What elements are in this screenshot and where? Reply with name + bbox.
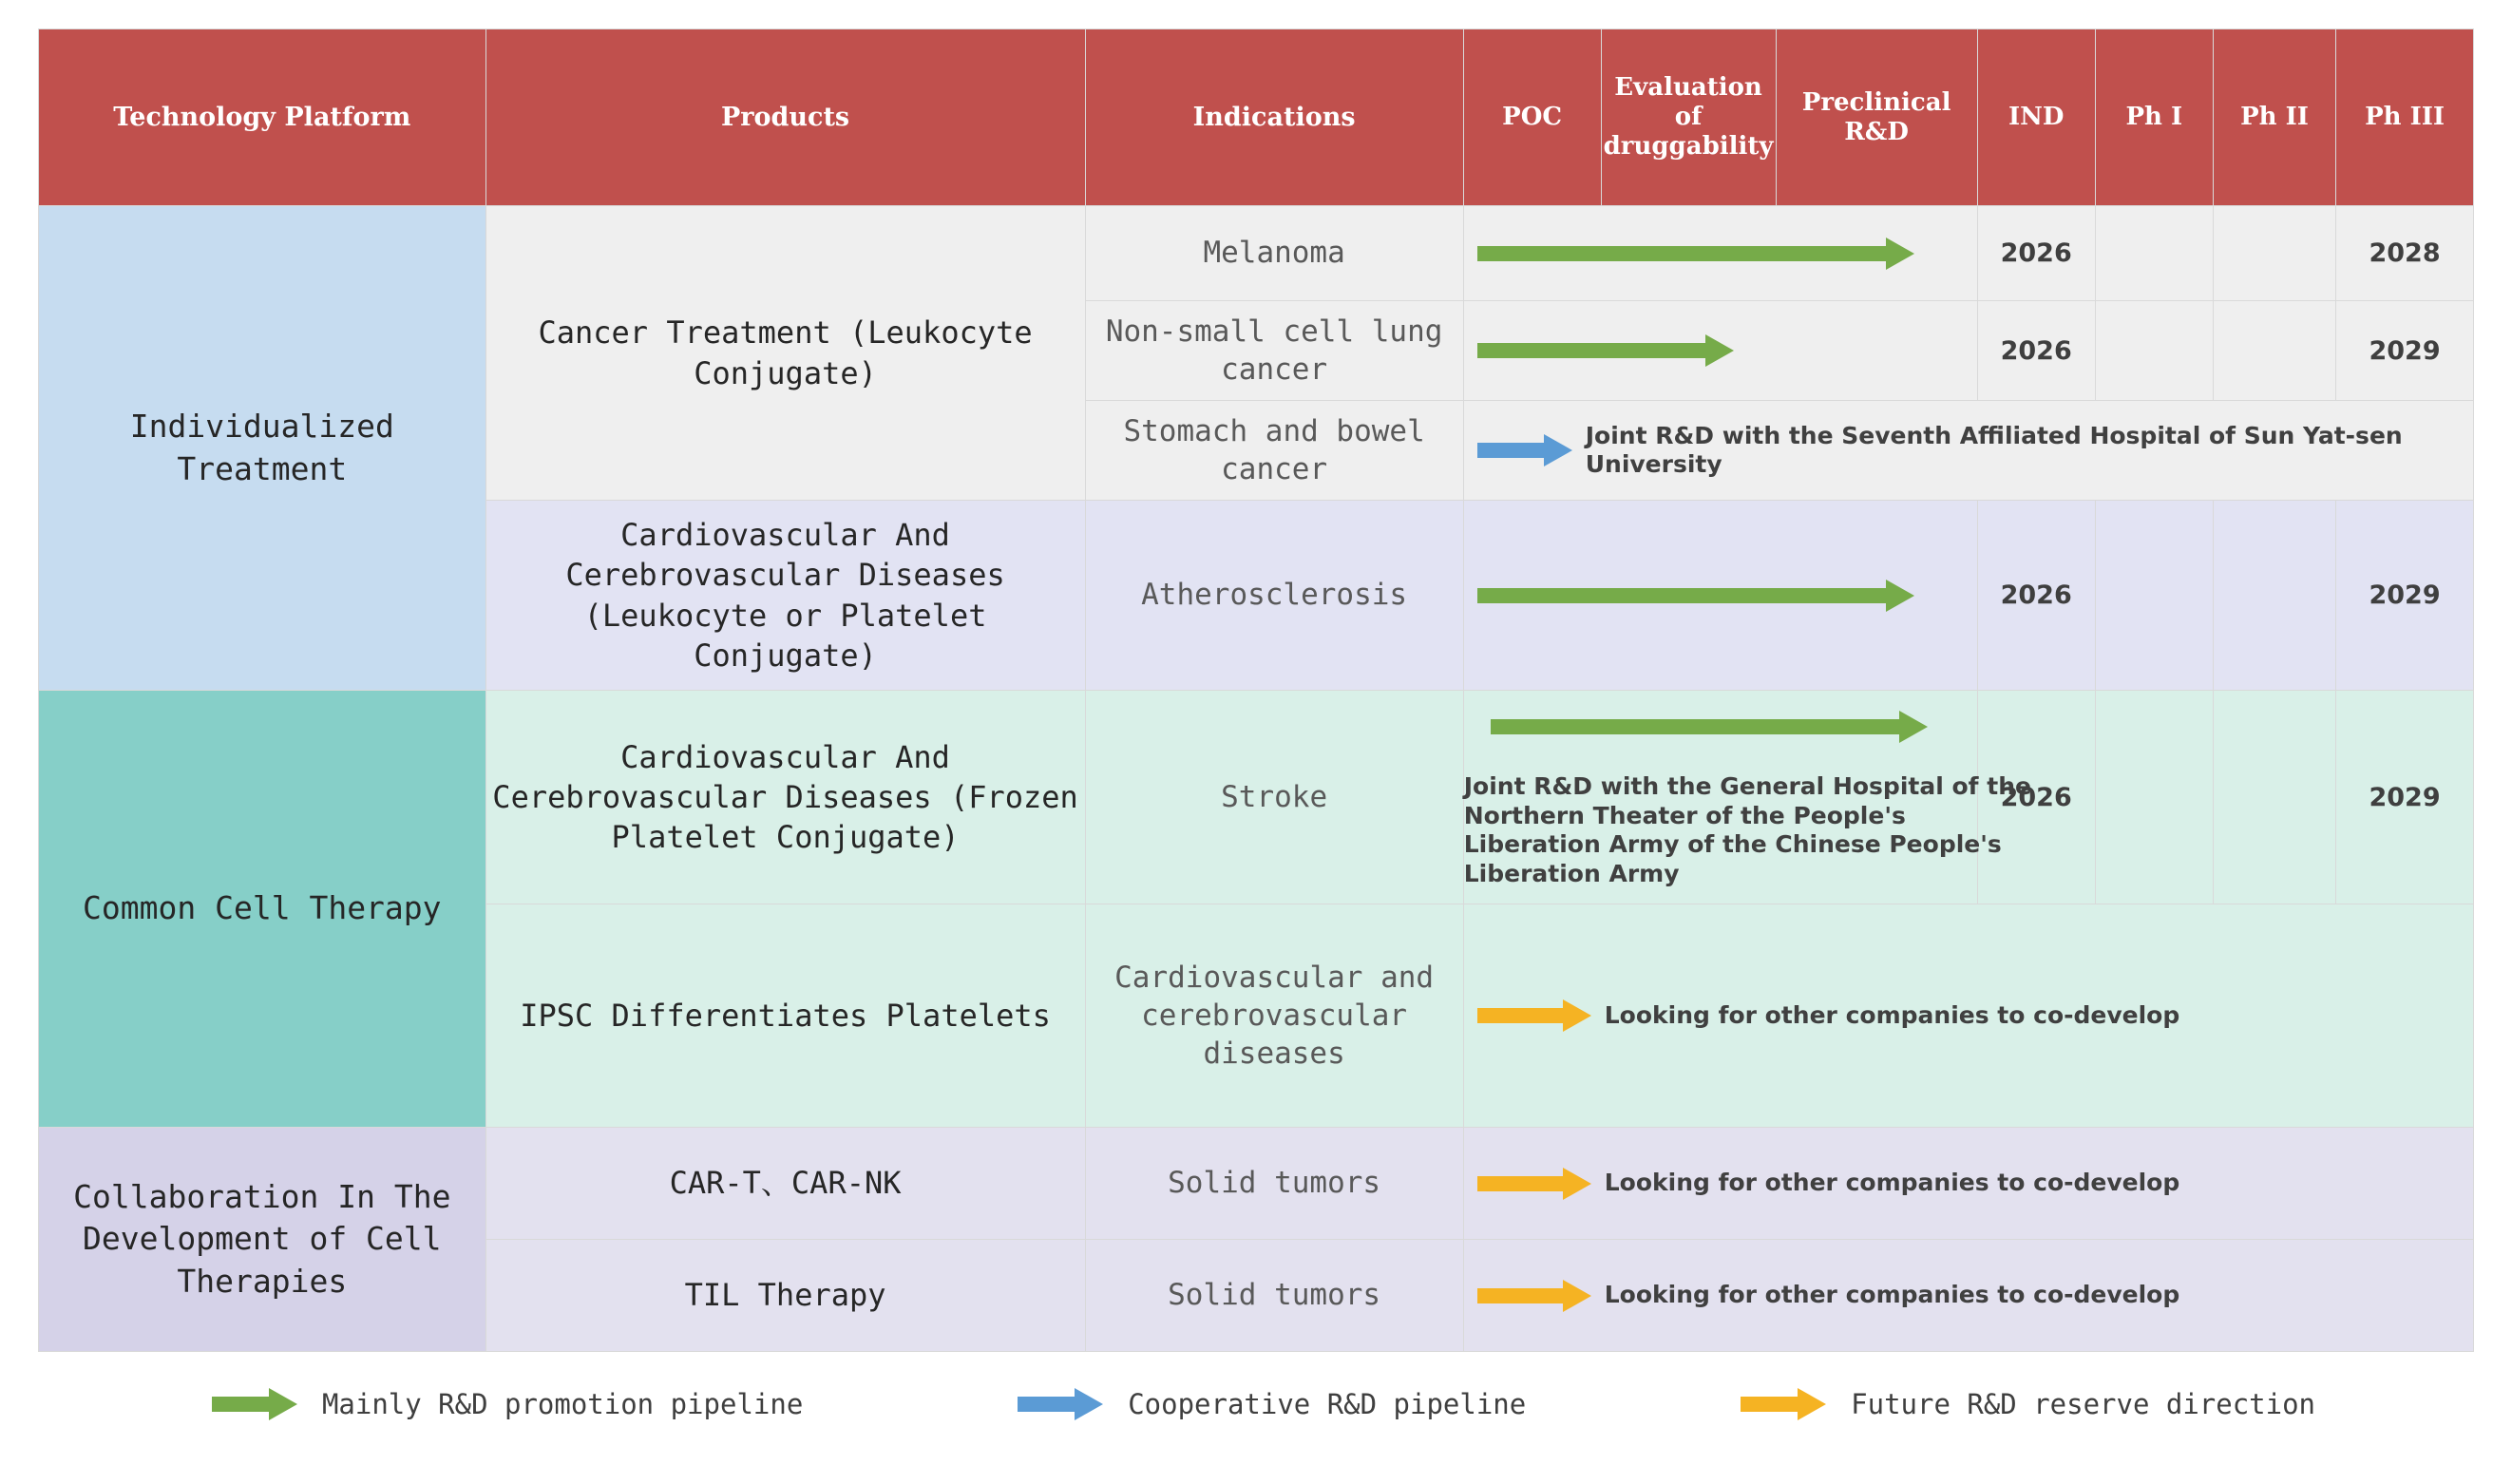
milestone-ind: 2026: [1977, 501, 2095, 691]
milestone-ph2: [2213, 301, 2335, 401]
collaboration-note-cell: [1463, 904, 2473, 1128]
platform-cell-collaboration: Collaboration In The Development of Cell Therapies: [39, 1128, 486, 1352]
orange-arrow-icon: [1477, 1288, 1591, 1303]
indication-cell: Atherosclerosis: [1085, 501, 1463, 691]
green-arrow-icon: [1477, 246, 1914, 261]
blue-arrow-icon: [1018, 1397, 1103, 1412]
legend: [105, 1388, 2423, 1420]
legend-label: Future R&D reserve direction: [1851, 1388, 2316, 1420]
indication-cell: Stroke: [1085, 691, 1463, 904]
milestone-ph2: [2213, 691, 2335, 904]
blue-arrow-icon: [1477, 443, 1572, 458]
table-row: [39, 206, 2474, 301]
legend-item-blue: [1018, 1388, 1526, 1420]
column-header-poc: POC: [1463, 29, 1601, 206]
product-cell-cardio-leukocyte: Cardiovascular And Cerebrovascular Diseases (Leukocyte or Platelet Conjugate): [485, 501, 1085, 691]
milestone-ind: 2026: [1977, 691, 2095, 904]
progress-arrow-cell: [1463, 501, 1977, 691]
collaboration-note: Looking for other companies to co-develop: [1604, 1169, 2180, 1197]
milestone-ind: 2026: [1977, 206, 2095, 301]
orange-arrow-icon: [1477, 1008, 1591, 1023]
indication-cell: Non-small cell lung cancer: [1085, 301, 1463, 401]
milestone-ph1: [2095, 501, 2213, 691]
orange-arrow-icon: [1741, 1397, 1826, 1412]
product-cell-cardio-frozen-platelet: Cardiovascular And Cerebrovascular Diseases (Frozen Platelet Conjugate): [485, 691, 1085, 904]
column-header-platform: Technology Platform: [39, 29, 486, 206]
column-header-ind: IND: [1977, 29, 2095, 206]
milestone-ph2: [2213, 501, 2335, 691]
milestone-ph3: 2029: [2336, 691, 2474, 904]
milestone-ph3: 2029: [2336, 301, 2474, 401]
green-arrow-icon: [1491, 719, 1928, 734]
collaboration-note: Joint R&D with the General Hospital of the Northern Theater of the People's Liberation Army of the Chinese People's Liberation Army: [1463, 772, 2031, 887]
column-header-ph2: Ph II: [2213, 29, 2335, 206]
product-cell-cancer-treatment: Cancer Treatment (Leukocyte Conjugate): [485, 206, 1085, 501]
collaboration-note: Looking for other companies to co-develop: [1604, 1281, 2180, 1309]
milestone-ph1: [2095, 301, 2213, 401]
column-header-preclinical: Preclinical R&D: [1776, 29, 1977, 206]
pipeline-table: [38, 29, 2474, 1352]
product-cell-ipsc-platelets: IPSC Differentiates Platelets: [485, 904, 1085, 1128]
column-header-indications: Indications: [1085, 29, 1463, 206]
milestone-ph2: [2213, 206, 2335, 301]
progress-arrow-cell: [1463, 691, 2031, 904]
table-row: [39, 691, 2474, 904]
legend-label: Cooperative R&D pipeline: [1128, 1388, 1527, 1420]
orange-arrow-icon: [1477, 1176, 1591, 1191]
collaboration-note-cell: [1463, 1128, 2473, 1240]
milestone-ind: 2026: [1977, 301, 2095, 401]
column-header-products: Products: [485, 29, 1085, 206]
legend-item-orange: [1741, 1388, 2315, 1420]
collaboration-note-cell: [1463, 401, 2473, 501]
indication-cell: Cardiovascular and cerebrovascular diseases: [1085, 904, 1463, 1128]
milestone-ph1: [2095, 206, 2213, 301]
indication-cell: Melanoma: [1085, 206, 1463, 301]
platform-cell-common-cell-therapy: Common Cell Therapy: [39, 691, 486, 1128]
green-arrow-icon: [1477, 588, 1914, 603]
milestone-ph3: 2028: [2336, 206, 2474, 301]
legend-label: Mainly R&D promotion pipeline: [321, 1388, 804, 1420]
green-arrow-icon: [1477, 343, 1734, 358]
green-arrow-icon: [212, 1397, 297, 1412]
indication-cell: Solid tumors: [1085, 1128, 1463, 1240]
collaboration-note: Joint R&D with the Seventh Affiliated Hospital of Sun Yat-sen University: [1585, 421, 2403, 478]
column-header-ph3: Ph III: [2336, 29, 2474, 206]
milestone-ph3: 2029: [2336, 501, 2474, 691]
table-header-row: [39, 29, 2474, 206]
column-header-ph1: Ph I: [2095, 29, 2213, 206]
platform-cell-individualized: Individualized Treatment: [39, 206, 486, 691]
collaboration-note: Looking for other companies to co-develop: [1604, 1000, 2180, 1029]
table-row: [39, 1128, 2474, 1240]
collaboration-note-cell: [1463, 1240, 2473, 1352]
progress-arrow-cell: [1463, 301, 1977, 401]
progress-arrow-cell: [1463, 206, 1977, 301]
indication-cell: Stomach and bowel cancer: [1085, 401, 1463, 501]
product-cell-car-t-car-nk: CAR-T、CAR-NK: [485, 1128, 1085, 1240]
column-header-evaluation: Evaluation of druggability: [1601, 29, 1776, 206]
product-cell-til-therapy: TIL Therapy: [485, 1240, 1085, 1352]
milestone-ph1: [2095, 691, 2213, 904]
legend-item-green: [212, 1388, 803, 1420]
indication-cell: Solid tumors: [1085, 1240, 1463, 1352]
